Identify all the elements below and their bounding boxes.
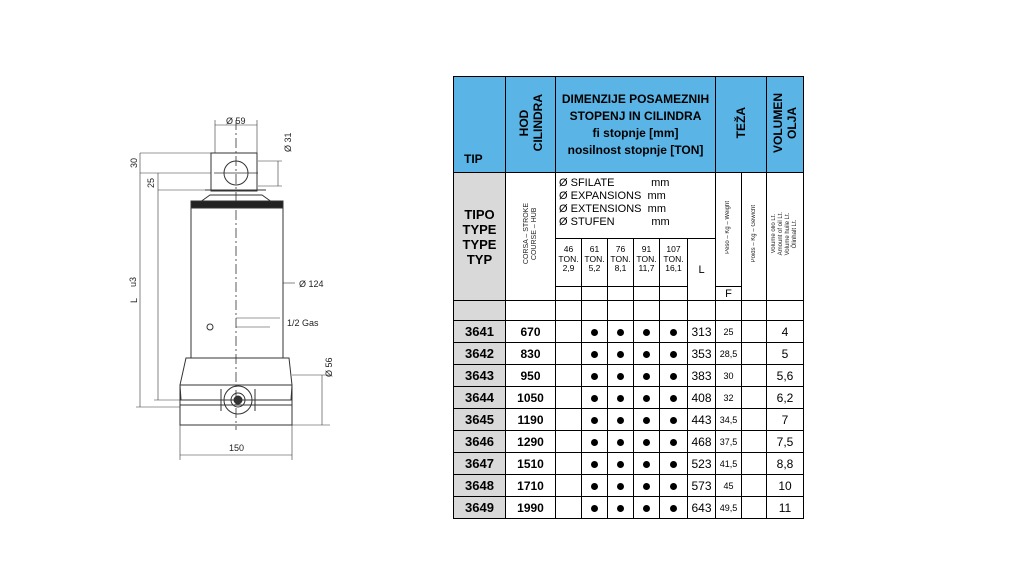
row-stage-5 — [660, 475, 688, 497]
row-weight-blank — [742, 321, 767, 343]
row-stage-2 — [582, 497, 608, 519]
stage-dot — [643, 483, 650, 490]
row-weight: 30 — [716, 365, 742, 387]
row-weight-blank — [742, 365, 767, 387]
row-stroke: 1190 — [506, 409, 556, 431]
row-type: 3643 — [454, 365, 506, 387]
row-weight: 25 — [716, 321, 742, 343]
stage-dot — [643, 417, 650, 424]
row-type: 3648 — [454, 475, 506, 497]
table-row — [454, 343, 804, 365]
row-stage-2 — [582, 387, 608, 409]
label-dim-L: L — [129, 297, 139, 303]
row-weight: 28,5 — [716, 343, 742, 365]
ton-col-3: 76 TON. 8,1 — [608, 239, 634, 287]
header-row — [454, 77, 804, 173]
stage-dot — [670, 483, 677, 490]
header-volumen: VOLUMEN OLJA — [767, 77, 804, 173]
row-weight-blank — [742, 475, 767, 497]
stage-dot — [643, 439, 650, 446]
row-stroke: 950 — [506, 365, 556, 387]
row-type: 3647 — [454, 453, 506, 475]
table-row — [454, 387, 804, 409]
stage-dot — [670, 373, 677, 380]
row-stage-3 — [608, 409, 634, 431]
row-L: 353 — [688, 343, 716, 365]
stage-dot — [591, 351, 598, 358]
tipo-cell: TIPO TYPE TYPE TYP — [454, 173, 506, 301]
row-stage-2 — [582, 453, 608, 475]
table-row — [454, 475, 804, 497]
stage-dot — [591, 395, 598, 402]
row-weight: 49,5 — [716, 497, 742, 519]
row-stage-2 — [582, 343, 608, 365]
row-L: 468 — [688, 431, 716, 453]
ton-col-4: 91 TON. 11,7 — [634, 239, 660, 287]
stage-dot — [670, 395, 677, 402]
stage-dot — [617, 483, 624, 490]
stage-dot — [670, 461, 677, 468]
row-stage-4 — [634, 409, 660, 431]
row-stroke: 1510 — [506, 453, 556, 475]
row-stage-3 — [608, 321, 634, 343]
row-L: 408 — [688, 387, 716, 409]
table-row — [454, 365, 804, 387]
row-volume: 5,6 — [767, 365, 804, 387]
header-hod — [506, 77, 556, 173]
stage-dot — [643, 461, 650, 468]
row-type: 3645 — [454, 409, 506, 431]
stage-dot — [643, 351, 650, 358]
stage-dot — [617, 505, 624, 512]
label-dim-25: 25 — [146, 177, 156, 188]
row-stage-4 — [634, 365, 660, 387]
stage-dot — [643, 395, 650, 402]
row-weight-blank — [742, 453, 767, 475]
table-row — [454, 453, 804, 475]
row-stage-1 — [556, 409, 582, 431]
ton-col-1: 46 TON. 2,9 — [556, 239, 582, 287]
weight-label-1: Peso – Kg – Weight — [716, 173, 742, 287]
header-hod-text: HOD CILINDRA — [516, 94, 545, 152]
row-stage-1 — [556, 321, 582, 343]
row-stage-1 — [556, 453, 582, 475]
row-stage-1 — [556, 365, 582, 387]
stage-dot — [670, 351, 677, 358]
header-tip: TIP — [454, 77, 506, 173]
subheader-row-1 — [454, 173, 804, 239]
row-stage-2 — [582, 431, 608, 453]
row-volume: 8,8 — [767, 453, 804, 475]
row-L: 383 — [688, 365, 716, 387]
row-weight: 34,5 — [716, 409, 742, 431]
stage-dot — [591, 439, 598, 446]
row-stroke: 830 — [506, 343, 556, 365]
row-stage-3 — [608, 475, 634, 497]
row-weight: 41,5 — [716, 453, 742, 475]
label-top-dia: Ø 59 — [226, 116, 246, 126]
row-stage-3 — [608, 497, 634, 519]
row-volume: 7,5 — [767, 431, 804, 453]
stage-dot — [617, 373, 624, 380]
volume-label: Volume olio Lt. Amount of oil Lt. Volume huile Lt. Ölinhalt Lt. — [767, 173, 804, 301]
row-stroke: 1050 — [506, 387, 556, 409]
label-dim-30: 30 — [129, 157, 139, 168]
row-weight: 32 — [716, 387, 742, 409]
table-row — [454, 321, 804, 343]
table-row — [454, 431, 804, 453]
stage-dot — [643, 373, 650, 380]
stage-dot — [617, 417, 624, 424]
stage-dot — [617, 351, 624, 358]
cylinder-drawing — [0, 0, 440, 576]
row-L: 523 — [688, 453, 716, 475]
table-row — [454, 497, 804, 519]
row-volume: 5 — [767, 343, 804, 365]
row-stage-5 — [660, 497, 688, 519]
row-stage-5 — [660, 365, 688, 387]
row-L: 643 — [688, 497, 716, 519]
row-stage-3 — [608, 431, 634, 453]
row-stage-4 — [634, 453, 660, 475]
stage-dot — [670, 505, 677, 512]
row-L: 313 — [688, 321, 716, 343]
stage-dot — [617, 395, 624, 402]
row-stroke: 670 — [506, 321, 556, 343]
stage-dot — [643, 329, 650, 336]
stage-dot — [591, 461, 598, 468]
extensions-list: Ø SFILATE mm Ø EXPANSIONS mm Ø EXTENSIONS mm Ø STUFEN mm — [556, 173, 716, 239]
row-stroke: 1990 — [506, 497, 556, 519]
row-stroke: 1290 — [506, 431, 556, 453]
header-teza: TEŽA — [716, 77, 767, 173]
row-stage-3 — [608, 453, 634, 475]
row-stage-3 — [608, 387, 634, 409]
row-stage-4 — [634, 387, 660, 409]
f-label: F — [716, 287, 742, 301]
row-weight-blank — [742, 387, 767, 409]
row-L: 573 — [688, 475, 716, 497]
stage-dot — [670, 417, 677, 424]
corsa-cell: CORSA – STROKE COURSE – HUB — [506, 173, 556, 301]
row-stage-2 — [582, 365, 608, 387]
l-column-label: L — [688, 239, 716, 301]
row-stage-3 — [608, 343, 634, 365]
label-body-dia: Ø 124 — [299, 279, 324, 289]
label-dim-u3: u3 — [128, 276, 138, 287]
row-stage-5 — [660, 453, 688, 475]
row-type: 3646 — [454, 431, 506, 453]
row-stage-5 — [660, 409, 688, 431]
row-type: 3641 — [454, 321, 506, 343]
row-volume: 7 — [767, 409, 804, 431]
spec-table — [453, 76, 804, 519]
ton-col-5: 107 TON. 16,1 — [660, 239, 688, 287]
row-volume: 4 — [767, 321, 804, 343]
row-weight: 45 — [716, 475, 742, 497]
row-stage-1 — [556, 431, 582, 453]
stage-dot — [617, 329, 624, 336]
stage-dot — [643, 505, 650, 512]
stage-dot — [591, 483, 598, 490]
row-stage-2 — [582, 409, 608, 431]
row-stage-5 — [660, 343, 688, 365]
row-volume: 10 — [767, 475, 804, 497]
row-stage-5 — [660, 321, 688, 343]
stage-dot — [670, 439, 677, 446]
label-port: 1/2 Gas — [287, 318, 319, 328]
row-stage-1 — [556, 475, 582, 497]
spacer-row — [454, 301, 804, 321]
ton-col-2: 61 TON. 5,2 — [582, 239, 608, 287]
row-volume: 11 — [767, 497, 804, 519]
row-type: 3642 — [454, 343, 506, 365]
weight-label-2: Poids – Kg – Gewicht — [742, 173, 767, 301]
row-weight-blank — [742, 497, 767, 519]
row-weight-blank — [742, 409, 767, 431]
label-base-width: 150 — [229, 443, 245, 453]
header-dimensions: DIMENZIJE POSAMEZNIH STOPENJ IN CILINDRA fi stopnje [mm] nosilnost stopnje [TON] — [556, 77, 716, 173]
row-stage-4 — [634, 497, 660, 519]
row-stage-4 — [634, 431, 660, 453]
stage-dot — [617, 461, 624, 468]
stage-dot — [670, 329, 677, 336]
stage-dot — [591, 417, 598, 424]
row-stage-2 — [582, 321, 608, 343]
label-base-dia: Ø 56 — [324, 357, 334, 377]
row-stage-4 — [634, 321, 660, 343]
row-volume: 6,2 — [767, 387, 804, 409]
row-stage-1 — [556, 497, 582, 519]
row-stage-4 — [634, 475, 660, 497]
row-stage-4 — [634, 343, 660, 365]
row-stage-5 — [660, 387, 688, 409]
row-type: 3644 — [454, 387, 506, 409]
row-stroke: 1710 — [506, 475, 556, 497]
stage-dot — [591, 505, 598, 512]
label-eye-dia: Ø 31 — [283, 132, 293, 152]
row-stage-2 — [582, 475, 608, 497]
stage-dot — [591, 373, 598, 380]
table-row — [454, 409, 804, 431]
stage-dot — [591, 329, 598, 336]
row-stage-5 — [660, 431, 688, 453]
row-weight-blank — [742, 343, 767, 365]
row-stage-1 — [556, 343, 582, 365]
row-stage-1 — [556, 387, 582, 409]
row-L: 443 — [688, 409, 716, 431]
row-weight-blank — [742, 431, 767, 453]
row-type: 3649 — [454, 497, 506, 519]
stage-dot — [617, 439, 624, 446]
row-stage-3 — [608, 365, 634, 387]
row-weight: 37,5 — [716, 431, 742, 453]
